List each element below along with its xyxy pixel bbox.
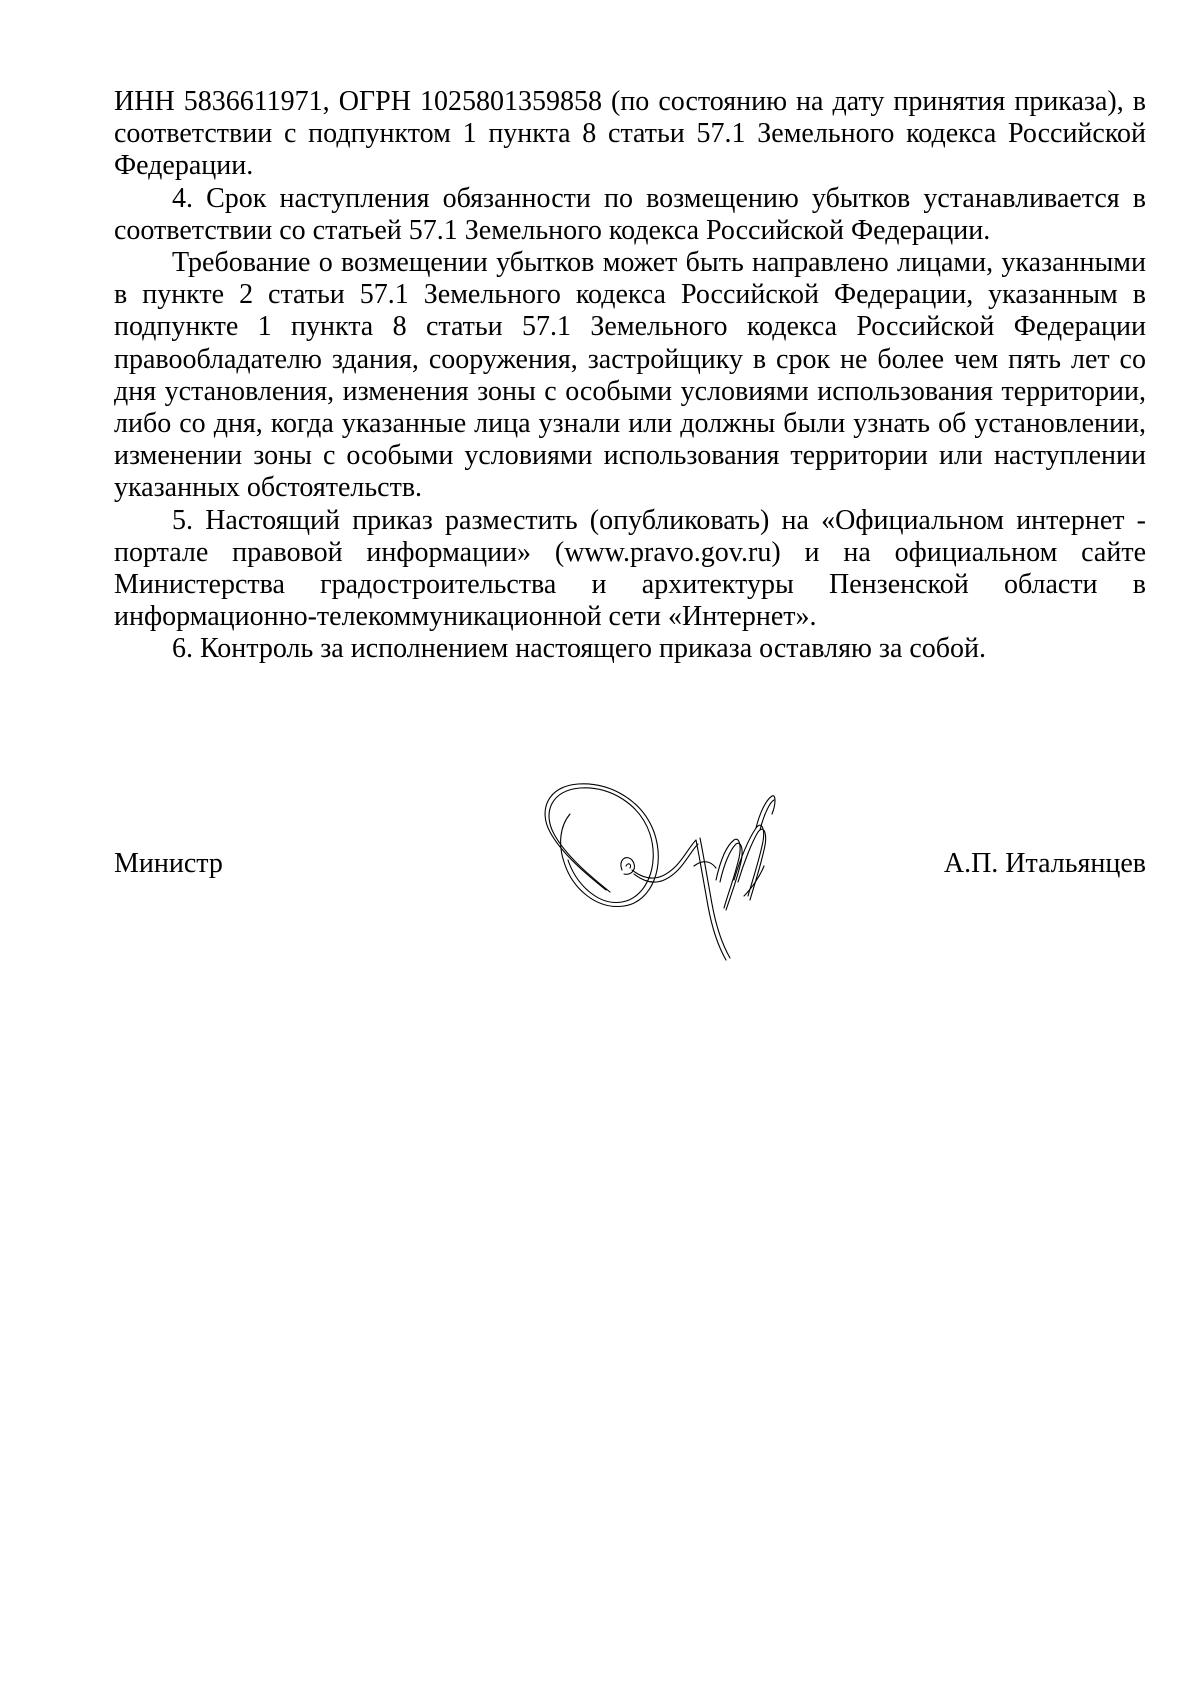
paragraph-6-control: 6. Контроль за исполнением настоящего приказа оставляю за собой.	[172, 633, 987, 665]
paragraph-inn-ogrn: ИНН 5836611971, ОГРН 1025801359858 (по состоянию на дату принятия приказа), в соответствии с подпунктом 1 пункта 8 статьи 57.1 Земельного кодекса Российской Федерации.	[114, 86, 1146, 182]
paragraph-5-publication: 5. Настоящий приказ разместить (опубликовать) на «Официальном интернет - портале правовой информации» (www.pravo.gov.ru) и на официальном сайте Министерства градостроительства и архитектуры Пензенской области в информационно-телекоммуникационной сети «Интернет».	[114, 504, 1146, 633]
handwritten-signature	[494, 770, 784, 970]
signature-block	[114, 780, 1146, 960]
document-body	[114, 86, 1146, 666]
signatory-title: Министр	[114, 848, 223, 879]
paragraph-compensation-claim: Требование о возмещении убытков может быть направлено лицами, указанными в пункте 2 статьи 57.1 Земельного кодекса Российской Федерации, указанным в подпункте 1 пункта 8 статьи 57.1 Земельного кодекса Российской Федерации правообладателю здания, сооружения, застройщику в срок не более чем пять лет со дня установления, изменения зоны с особыми условиями использования территории, либо со дня, когда указанные лица узнали или должны были узнать об установлении, изменении зоны с особыми условиями использования территории или наступлении указанных обстоятельств.	[114, 247, 1146, 504]
signatory-name: А.П. Итальянцев	[943, 848, 1146, 879]
paragraph-4-deadline: 4. Срок наступления обязанности по возмещению убытков устанавливается в соответствии со статьей 57.1 Земельного кодекса Российской Федерации.	[114, 182, 1146, 246]
